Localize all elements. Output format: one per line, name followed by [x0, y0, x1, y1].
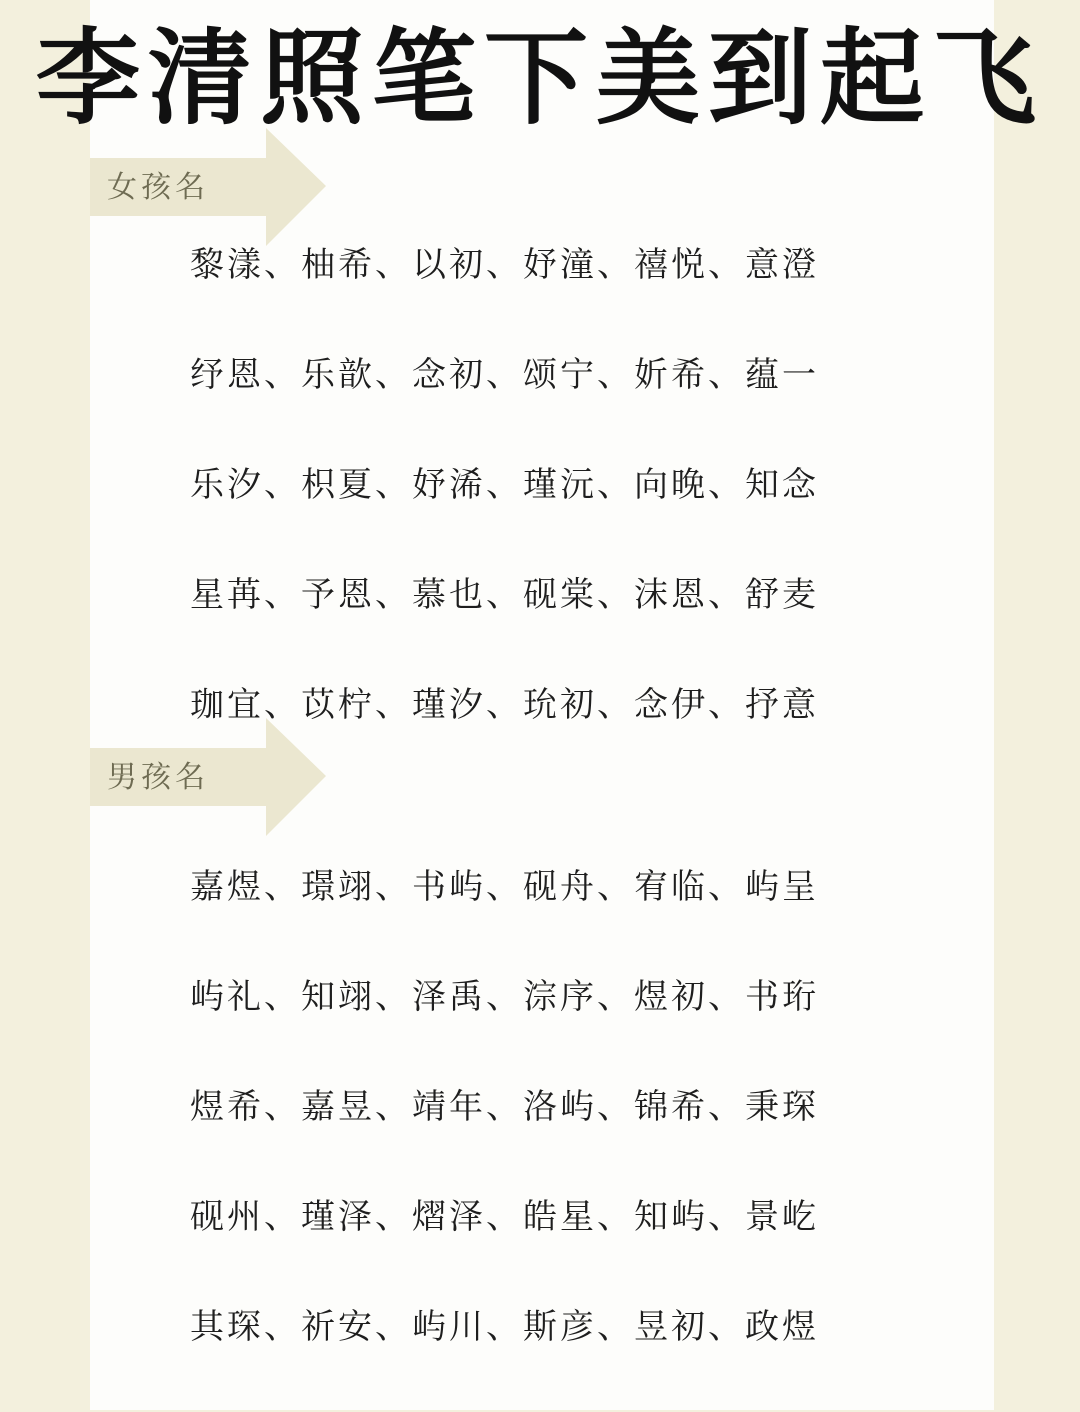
name-row: 煜希、嘉昱、靖年、洛屿、锦希、秉琛	[190, 1087, 819, 1127]
name-row: 星苒、予恩、慕也、砚棠、沫恩、舒麦	[190, 575, 819, 615]
name-row: 屿礼、知翊、泽禹、淙序、煜初、书珩	[190, 977, 819, 1017]
section-label-boys: 男孩名	[107, 760, 209, 795]
section-banner-girls	[90, 128, 330, 248]
girl-names-list	[190, 240, 890, 790]
name-row: 黎漾、柚希、以初、妤潼、禧悦、意澄	[190, 245, 819, 285]
name-row: 珈宜、苡柠、瑾汐、玧初、念伊、抒意	[190, 685, 819, 725]
section-label-girls: 女孩名	[107, 170, 209, 205]
page-title: 李清照笔下美到起飞	[35, 16, 1044, 139]
name-row: 纾恩、乐歆、念初、颂宁、妡希、蕴一	[190, 355, 819, 395]
boy-names-list	[190, 862, 890, 1412]
name-row: 嘉煜、璟翊、书屿、砚舟、宥临、屿呈	[190, 867, 819, 907]
name-row: 砚州、瑾泽、熠泽、皓星、知屿、景屹	[190, 1197, 819, 1237]
section-banner-boys	[90, 718, 330, 838]
name-row: 乐汐、枳夏、妤浠、瑾沅、向晚、知念	[190, 465, 819, 505]
name-row: 其琛、祈安、屿川、斯彦、昱初、政煜	[190, 1307, 819, 1347]
